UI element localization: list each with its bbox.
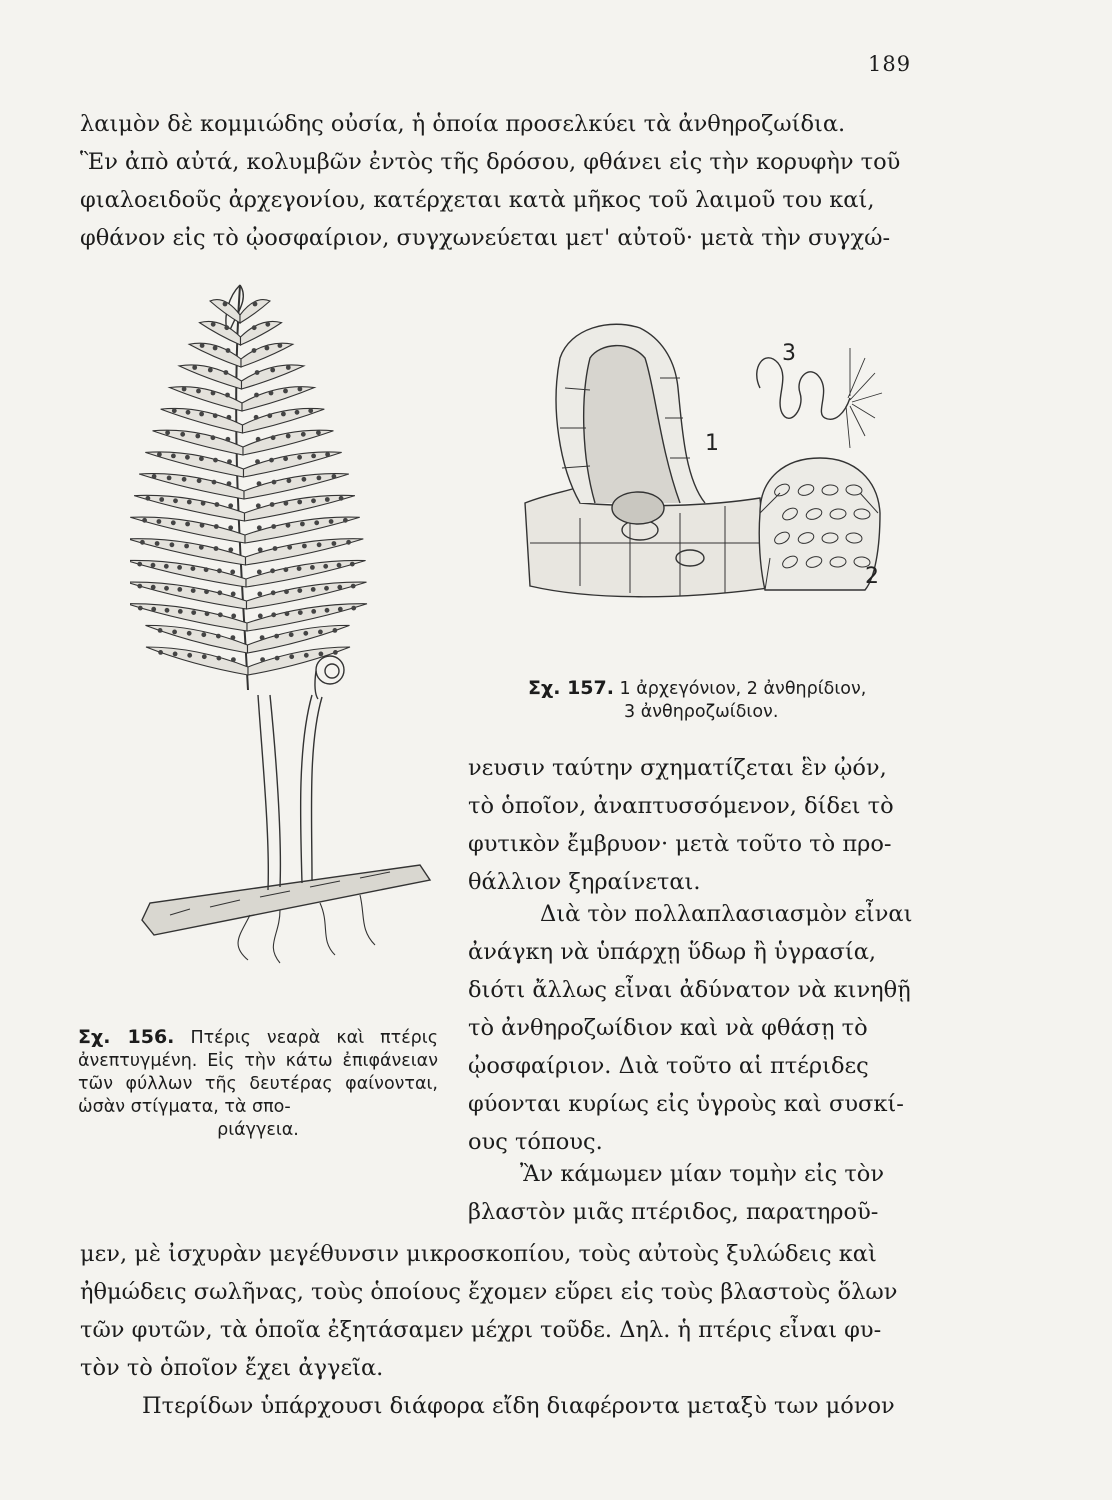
sorus-dot [211,391,216,396]
sorus-dot [185,455,190,460]
sorus-dot [319,652,324,657]
figure-label-2: 2 [865,564,879,589]
sorus-dot [157,452,162,457]
sorus-dot [325,608,330,613]
sorus-dot [346,540,351,545]
sorus-dot [254,393,259,398]
sorus-dot [297,455,302,460]
sorus-dot [271,612,276,617]
sorus-dot [310,565,315,570]
sorus-dot [297,588,302,593]
sorus-dot [286,523,291,528]
body-line: Διὰ τὸν πολλαπλασιασμὸν εἶναι [540,901,913,927]
caption-text: Πτέρις νεαρὰ καὶ πτέρις ἀνεπτυγμένη. Εἰς τὴν κάτω ἐπιφάνειαν τῶν φύλλων τῆς δευτέρας φαίνονται, ὡσὰν στίγματα, τὰ σπο- [78,1028,438,1118]
body-line: διότι ἄλλως εἶναι ἀδύνατον νὰ κινηθῇ [468,977,911,1003]
sorus-dot [216,634,221,639]
sorus-dot [254,415,259,420]
sorus-dot [185,522,190,527]
sorus-dot [332,541,337,546]
body-line: Πτερίδων ὑπάρχουσι διάφορα εἴδη διαφέροντα μεταξὺ των μόνον [142,1393,895,1419]
sorus-dot [325,497,330,502]
sorus-dot [138,606,143,611]
sorus-dot [333,628,338,633]
sorus-dot [258,547,263,552]
sorus-dot [227,481,232,486]
sorus-dot [298,387,303,392]
sorus-dot [227,459,232,464]
sorus-dot [297,500,302,505]
sorus-dot [273,546,278,551]
sorus-dot [270,502,275,507]
body-line: ἀνάγκη νὰ ὑπάρχῃ ὕδωρ ἢ ὑγρασία, [468,939,877,965]
sorus-dot [224,325,229,330]
body-line: μεν, μὲ ἰσχυρὰν μεγέθυνσιν μικροσκοπίου, τοὺς αὐτοὺς ξυλώδεις καὶ [80,1241,877,1267]
sorus-dot [311,609,316,614]
sorus-dot [314,520,319,525]
sorus-dot [275,656,280,661]
sorus-dot [211,435,216,440]
fern-pinna [242,387,314,411]
sorus-dot [267,413,272,418]
caption-text: 3 ἀνθηροζωίδιον. [624,702,779,723]
sorus-dot [200,343,205,348]
sorus-dot [213,346,218,351]
sorus-dot [228,525,233,530]
sorus-dot [317,476,322,481]
sorus-dot [151,607,156,612]
sorus-dot [158,650,163,655]
body-line: τὸ ἀνθηροζωίδιον καὶ νὰ φθάσῃ τὸ [468,1015,868,1041]
sorus-dot [258,614,263,619]
sorus-dot [351,584,356,589]
sorus-dot [199,412,204,417]
sorus-dot [271,435,276,440]
sorus-dot [298,610,303,615]
sorus-dot [217,656,222,661]
sorus-dot [350,562,355,567]
sorus-dot [180,432,185,437]
sorus-dot [325,452,330,457]
sorus-dot [187,653,192,658]
figure-label-1: 1 [705,431,719,456]
sorus-dot [257,592,262,597]
sorus-dot [182,387,187,392]
sorus-dot [213,458,218,463]
sorus-dot [269,391,274,396]
sorus-dot [255,459,260,464]
sorus-dot [226,437,231,442]
sorus-dot [173,498,178,503]
sorus-dot [152,474,157,479]
sorus-dot [226,348,231,353]
sorus-dot [159,497,164,502]
sorus-dot [300,522,305,527]
body-line: τὸ ὁποῖον, ἀναπτυσσόμενον, δίδει τὸ [468,793,894,819]
sorus-dot [287,545,292,550]
sorus-dot [186,410,191,415]
sorus-dot [351,606,356,611]
sorus-dot [257,525,262,530]
body-line: φθάνον εἰς τὸ ᾠοσφαίριον, συγχωνεύεται μετ' αὐτοῦ· μετὰ τὴν συγχώ- [80,225,891,251]
sorus-dot [231,635,236,640]
sorus-dot [231,614,236,619]
sorus-dot [196,389,201,394]
body-line: νευσιν ταύτην σχηματίζεται ἓν ᾠόν, [468,755,887,781]
sorus-dot [167,476,172,481]
sorus-dot [204,567,209,572]
fern-pinna [241,321,282,345]
page-number: 189 [868,52,912,76]
sorus-dot [200,523,205,528]
sorus-dot [201,501,206,506]
sorus-dot [192,365,197,370]
sorus-dot [140,540,145,545]
sorus-dot [199,545,204,550]
sorus-dot [187,631,192,636]
sorus-dot [201,632,206,637]
sorus-dot [265,346,270,351]
sorus-dot [265,322,270,327]
sorus-dot [191,610,196,615]
sorus-dot [217,568,222,573]
archegonium-illustration [520,318,920,618]
sorus-dot [269,458,274,463]
sorus-dot [224,370,229,375]
sorus-dot [271,590,276,595]
sorus-dot [286,434,291,439]
sorus-dot [214,546,219,551]
sorus-dot [256,437,261,442]
sorus-dot [172,630,177,635]
sorus-dot [182,477,187,482]
sorus-dot [308,408,313,413]
sorus-dot [184,544,189,549]
body-line: τῶν φυτῶν, τὰ ὁποῖα ἐξητάσαμεν μέχρι τοῦδε. Δηλ. ἡ πτέρις εἶναι φυ- [80,1317,882,1343]
caption-label: Σχ. 157. [528,677,614,699]
sorus-dot [231,592,236,597]
sorus-dot [146,496,151,501]
sorus-dot [317,542,322,547]
sorus-dot [295,410,300,415]
figure-157-caption [528,676,928,724]
sorus-dot [164,586,169,591]
sorus-dot [165,608,170,613]
sorus-dot [270,568,275,573]
sorus-dot [337,563,342,568]
sorus-dot [253,302,258,307]
sorus-dot [333,650,338,655]
caption-text: 1 ἀρχεγόνιον, 2 ἀνθηρίδιον, [619,679,867,699]
body-line: Ἓν ἀπὸ αὐτά, κολυμβῶν ἐντὸς τῆς δρόσου, φθάνει εἰς τὴν κορυφὴν τοῦ [80,149,901,175]
sorus-dot [137,584,142,589]
sorus-dot [213,413,218,418]
sorus-dot [311,454,316,459]
sorus-dot [199,456,204,461]
sorus-dot [252,325,257,330]
body-line: φύονται κυρίως εἰς ὑγροὺς καὶ συσκί- [468,1091,904,1117]
sorus-dot [311,587,316,592]
body-line: ᾠοσφαίριον. Διὰ τοῦτο αἱ πτέριδες [468,1053,869,1079]
sorus-dot [338,607,343,612]
sorus-dot [304,653,309,658]
sorus-dot [137,562,142,567]
sorus-dot [228,503,233,508]
sorus-dot [177,565,182,570]
sorus-dot [274,634,279,639]
body-line: ἠθμώδεις σωλῆνας, τοὺς ὁποίους ἔχομεν εὕρει εἰς τοὺς βλαστοὺς ὅλων [80,1279,898,1305]
body-line: βλαστὸν μιᾶς πτέριδος, παρατηροῦ- [468,1199,879,1225]
sorus-dot [278,343,283,348]
sorus-dot [142,518,147,523]
sorus-dot [283,456,288,461]
sorus-dot [329,519,334,524]
sorus-dot [286,365,291,370]
caption-label: Σχ. 156. [78,1026,175,1048]
body-line: φυτικὸν ἔμβρυον· μετὰ τοῦτο τὸ προ- [468,831,892,857]
sorus-dot [272,480,277,485]
sorus-dot [191,588,196,593]
sorus-dot [285,611,290,616]
sorus-dot [311,498,316,503]
sorus-dot [178,609,183,614]
sorus-dot [151,563,156,568]
sorus-dot [212,480,217,485]
body-line: λαιμὸν δὲ κομμιώδης οὐσία, ἡ ὁποία προσελκύει τὰ ἀνθηροζωίδια. [80,111,846,137]
sorus-dot [256,503,261,508]
sorus-dot [231,657,236,662]
caption-tail: ριάγγεια. [217,1120,299,1141]
sorus-dot [195,434,200,439]
sorus-dot [318,630,323,635]
sorus-dot [177,587,182,592]
sorus-dot [191,566,196,571]
figure-156-caption [78,1025,438,1142]
sorus-dot [230,570,235,575]
sorus-dot [281,412,286,417]
fern-pinna [170,387,242,411]
sorus-dot [225,393,230,398]
sorus-dot [170,542,175,547]
sorus-dot [172,408,177,413]
sorus-dot [158,628,163,633]
sorus-dot [255,370,260,375]
sorus-dot [197,478,202,483]
sorus-dot [284,567,289,572]
sorus-dot [227,415,232,420]
sorus-dot [173,652,178,657]
sorus-dot [303,631,308,636]
sorus-dot [337,585,342,590]
sorus-dot [301,432,306,437]
sorus-dot [339,496,344,501]
body-line: φιαλοειδοῦς ἀρχεγονίου, κατέρχεται κατὰ μῆκος τοῦ λαιμοῦ του καί, [80,187,875,213]
body-line: τὸν τὸ ὁποῖον ἔχει ἀγγεῖα. [80,1355,384,1381]
sorus-dot [297,566,302,571]
sorus-dot [155,541,160,546]
figure-label-3: 3 [782,341,796,366]
sorus-dot [157,519,162,524]
sorus-dot [208,368,213,373]
sorus-dot [252,348,257,353]
sorus-dot [283,389,288,394]
body-line: θάλλιον ξηραίνεται. [468,869,701,895]
sorus-dot [343,518,348,523]
sorus-dot [164,564,169,569]
sorus-dot [165,430,170,435]
sorus-dot [270,368,275,373]
sorus-dot [215,502,220,507]
sorus-dot [211,322,216,327]
sorus-dot [289,632,294,637]
sorus-dot [223,302,228,307]
fern-pinna [247,604,367,631]
sorus-dot [204,589,209,594]
sorus-dot [257,481,262,486]
sorus-dot [171,520,176,525]
body-line: ους τόπους. [468,1129,603,1155]
fern-illustration [130,275,440,965]
sorus-dot [217,590,222,595]
sorus-dot [284,501,289,506]
sorus-dot [271,524,276,529]
sorus-dot [302,477,307,482]
sorus-dot [187,500,192,505]
sorus-dot [228,547,233,552]
body-line: Ἂν κάμωμεν μίαν τομὴν εἰς τὸν [520,1161,885,1187]
sorus-dot [323,564,328,569]
sorus-dot [316,430,321,435]
sorus-dot [302,544,307,549]
sorus-dot [332,474,337,479]
sorus-dot [260,635,265,640]
sorus-dot [214,524,219,529]
sorus-dot [205,611,210,616]
sorus-dot [289,654,294,659]
sorus-dot [287,478,292,483]
sorus-dot [151,585,156,590]
sorus-dot [260,657,265,662]
fern-pinna [130,604,247,631]
sorus-dot [257,570,262,575]
sorus-dot [171,454,176,459]
sorus-dot [324,586,329,591]
sorus-dot [284,589,289,594]
sorus-dot [218,612,223,617]
sorus-dot [202,654,207,659]
fern-pinna [199,321,240,345]
